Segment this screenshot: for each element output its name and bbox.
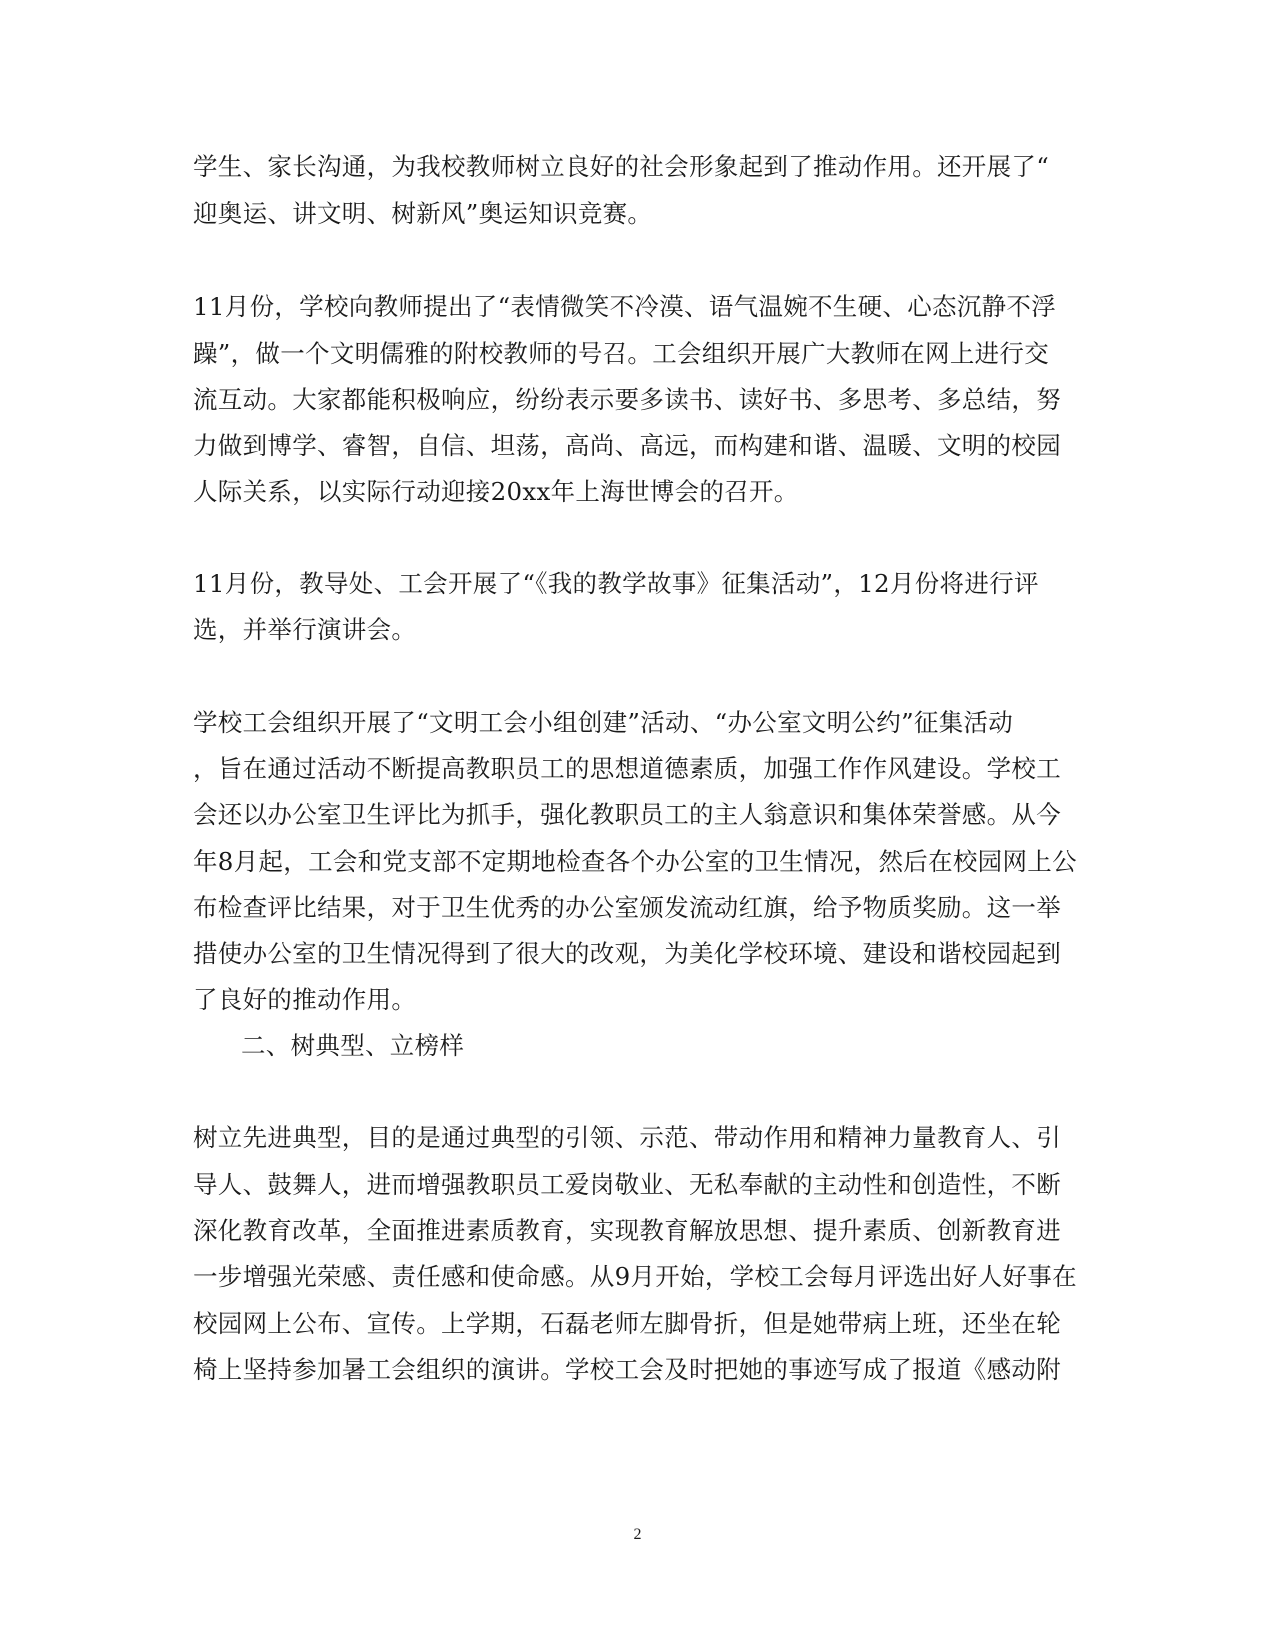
text-line: 导人、鼓舞人，进而增强教职员工爱岗敬业、无私奉献的主动性和创造性，不断 xyxy=(193,1170,1061,1199)
text-line: 布检查评比结果，对于卫生优秀的办公室颁发流动红旗，给予物质奖励。这一举 xyxy=(193,893,1061,922)
text-line: 迎奥运、讲文明、树新风”奥运知识竞赛。 xyxy=(193,199,653,228)
text-line: 树立先进典型，目的是通过典型的引领、示范、带动作用和精神力量教育人、引 xyxy=(193,1123,1061,1152)
text-line: 年8月起，工会和党支部不定期地检查各个办公室的卫生情况，然后在校园网上公 xyxy=(193,847,1077,876)
text-line: 学生、家长沟通，为我校教师树立良好的社会形象起到了推动作用。还开展了“ xyxy=(193,152,1050,181)
text-line: 11月份，教导处、工会开展了“《我的教学故事》征集活动”，12月份将进行评 xyxy=(193,569,1039,598)
text-line: 了良好的推动作用。 xyxy=(193,985,417,1014)
text-line: 会还以办公室卫生评比为抓手，强化教职员工的主人翁意识和集体荣誉感。从今 xyxy=(193,800,1061,829)
text-line: 一步增强光荣感、责任感和使命感。从9月开始，学校工会每月评选出好人好事在 xyxy=(193,1262,1077,1291)
text-line: ，旨在通过活动不断提高教职员工的思想道德素质，加强工作作风建设。学校工 xyxy=(193,754,1061,783)
text-line: 人际关系，以实际行动迎接20xx年上海世博会的召开。 xyxy=(193,477,799,506)
text-line: 椅上坚持参加暑工会组织的演讲。学校工会及时把她的事迹写成了报道《感动附 xyxy=(193,1355,1061,1384)
text-line: 学校工会组织开展了“文明工会小组创建”活动、“办公室文明公约”征集活动 xyxy=(193,708,1014,737)
text-line: 深化教育改革，全面推进素质教育，实现教育解放思想、提升素质、创新教育进 xyxy=(193,1216,1061,1245)
text-line: 11月份，学校向教师提出了“表情微笑不冷漠、语气温婉不生硬、心态沉静不浮 xyxy=(193,292,1056,321)
text-line: 选，并举行演讲会。 xyxy=(193,615,417,644)
text-line: 躁”，做一个文明儒雅的附校教师的号召。工会组织开展广大教师在网上进行交 xyxy=(193,339,1050,368)
section-heading: 二、树典型、立榜样 xyxy=(241,1031,465,1060)
text-line: 措使办公室的卫生情况得到了很大的改观，为美化学校环境、建设和谐校园起到 xyxy=(193,939,1061,968)
text-line: 校园网上公布、宣传。上学期，石磊老师左脚骨折，但是她带病上班，还坐在轮 xyxy=(193,1309,1061,1338)
text-line: 流互动。大家都能积极响应，纷纷表示要多读书、读好书、多思考、多总结，努 xyxy=(193,385,1061,414)
page-number: 2 xyxy=(633,1526,642,1543)
text-line: 力做到博学、睿智，自信、坦荡，高尚、高远，而构建和谐、温暖、文明的校园 xyxy=(193,431,1061,460)
